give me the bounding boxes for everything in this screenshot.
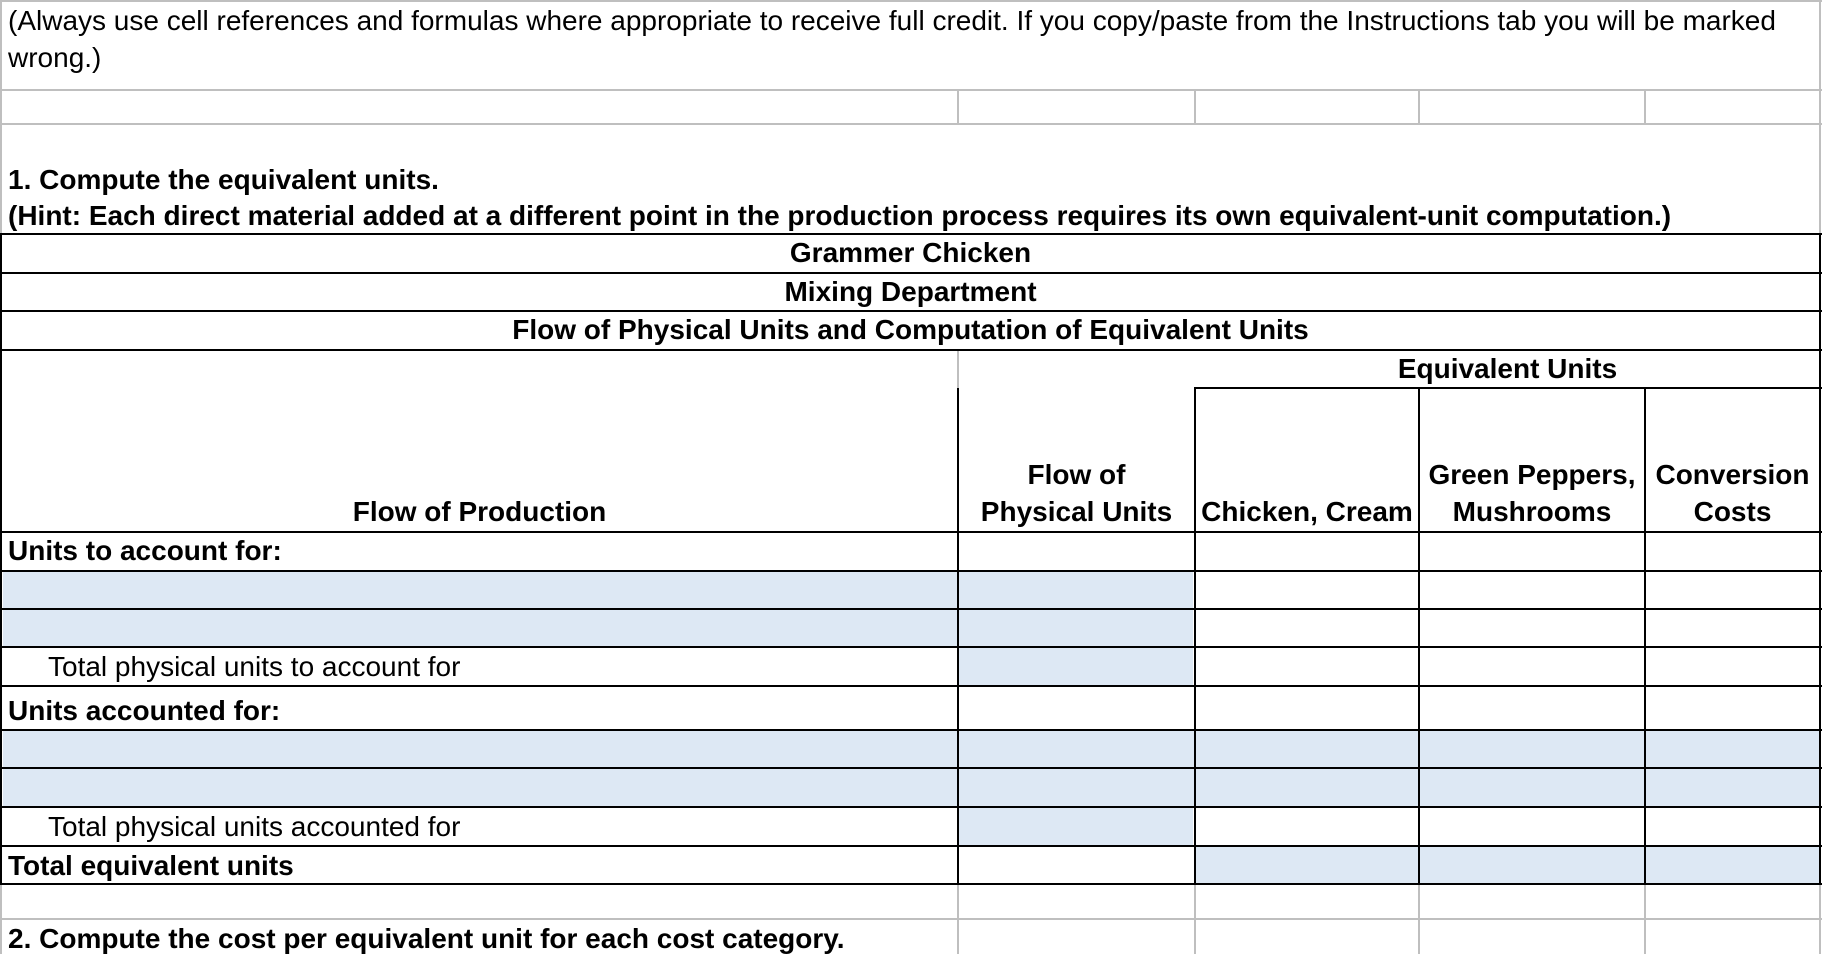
intro-note-line-1: (Always use cell references and formulas where appropriate to receive full credit. If you copy/paste from the Instructions tab you will be marked: [8, 5, 1776, 36]
input-cell[interactable]: [3, 572, 1193, 609]
col-physical-units-line-2: Physical Units: [980, 496, 1173, 527]
company-name: Grammer Chicken: [789, 237, 1032, 268]
requirement-2-title: 2. Compute the cost per equivalent unit for each cost category.: [8, 923, 845, 954]
input-cell[interactable]: [959, 648, 1193, 685]
input-cell[interactable]: [959, 808, 1193, 845]
input-cell[interactable]: [3, 731, 1819, 768]
col-conversion-costs-line-2: Costs: [1693, 496, 1772, 527]
requirement-1-title: 1. Compute the equivalent units.: [8, 164, 439, 195]
requirement-1-hint: (Hint: Each direct material added at a different point in the production process requires its own equivalent-unit computation.): [8, 200, 1672, 231]
col-physical-units-line-1: Flow of: [1027, 459, 1126, 490]
row-total-equivalent-units: Total equivalent units: [8, 850, 294, 881]
row-total-physical-to-account: Total physical units to account for: [48, 651, 461, 682]
intro-note-line-2: wrong.): [8, 42, 102, 73]
col-flow-of-production: Flow of Production: [352, 496, 607, 527]
input-cell[interactable]: [1196, 847, 1819, 884]
col-peppers-mushrooms-line-2: Mushrooms: [1452, 496, 1612, 527]
row-total-physical-accounted: Total physical units accounted for: [48, 811, 461, 842]
col-peppers-mushrooms-line-1: Green Peppers,: [1428, 459, 1636, 490]
col-chicken-cream: Chicken, Cream: [1201, 496, 1413, 527]
row-units-accounted-for: Units accounted for:: [8, 695, 281, 726]
equivalent-units-header: Equivalent Units: [1397, 353, 1618, 384]
department-name: Mixing Department: [784, 276, 1037, 307]
report-title: Flow of Physical Units and Computation of Equivalent Units: [512, 314, 1309, 345]
input-cell[interactable]: [3, 610, 1193, 647]
col-conversion-costs-line-1: Conversion: [1655, 459, 1810, 490]
input-cell[interactable]: [3, 769, 1819, 806]
row-units-to-account-for: Units to account for:: [8, 535, 282, 566]
